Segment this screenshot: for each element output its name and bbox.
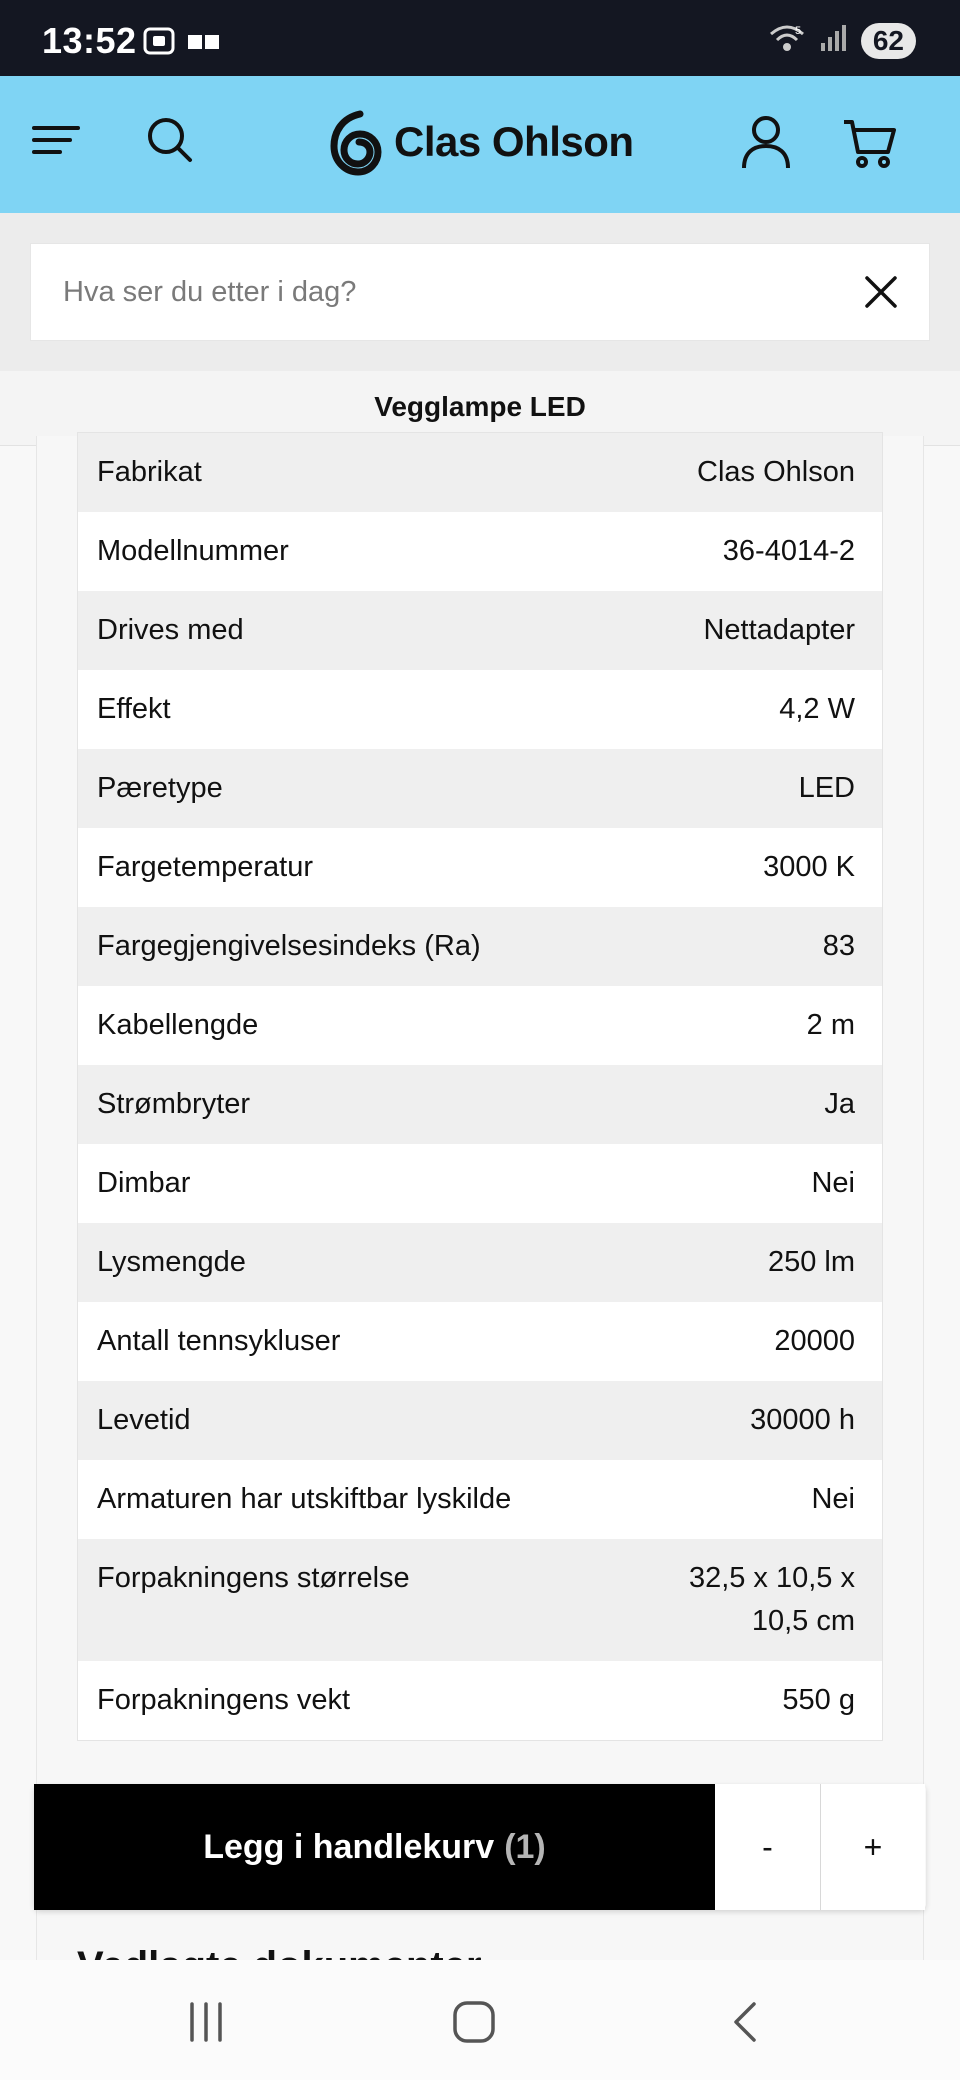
status-left-icons xyxy=(142,26,220,61)
spec-row xyxy=(78,670,882,749)
spec-label: Levetid xyxy=(97,1404,191,1436)
search-icon[interactable] xyxy=(144,114,196,171)
spec-value: Ja xyxy=(824,1088,855,1120)
svg-text:5: 5 xyxy=(794,25,801,37)
spec-row xyxy=(78,1302,882,1381)
menu-icon[interactable] xyxy=(30,114,82,171)
brand-logo-icon xyxy=(330,110,380,174)
media-icon xyxy=(188,31,220,56)
spec-row xyxy=(78,828,882,907)
spec-label: Forpakningens størrelse xyxy=(97,1562,410,1594)
spec-label: Antall tennsykluser xyxy=(97,1325,341,1357)
brand-logo[interactable] xyxy=(330,110,634,174)
spec-value: 4,2 W xyxy=(779,693,855,725)
cart-bar xyxy=(34,1784,926,1910)
spec-row xyxy=(78,907,882,986)
spec-label: Fabrikat xyxy=(97,456,202,488)
spec-label: Armaturen har utskiftbar lyskilde xyxy=(97,1483,512,1515)
battery-level: 62 xyxy=(861,23,916,59)
system-nav-bar xyxy=(0,1960,960,2080)
screenshot-icon xyxy=(142,26,176,61)
spec-row xyxy=(78,1539,882,1661)
page-title: Vegglampe LED xyxy=(0,371,960,446)
spec-value: 3000 K xyxy=(763,851,855,883)
spec-value: 250 lm xyxy=(767,1246,855,1278)
spec-row xyxy=(78,986,882,1065)
cart-icon[interactable] xyxy=(842,114,896,175)
account-icon[interactable] xyxy=(740,114,792,175)
spec-value: 83 xyxy=(822,930,855,962)
spec-value: Nei xyxy=(811,1483,855,1515)
cart-count: (1) xyxy=(504,1827,546,1866)
spec-table xyxy=(77,432,883,1741)
spec-row xyxy=(78,1065,882,1144)
search-input[interactable] xyxy=(63,244,843,340)
status-right-icons xyxy=(767,22,916,59)
spec-value: Nettadapter xyxy=(703,614,855,646)
spec-row xyxy=(78,591,882,670)
spec-label: Fargegjengivelsesindeks (Ra) xyxy=(97,930,481,962)
signal-icon xyxy=(819,23,849,58)
status-bar xyxy=(0,0,960,76)
home-icon[interactable] xyxy=(452,2000,496,2049)
spec-row xyxy=(78,1460,882,1539)
spec-label: Drives med xyxy=(97,614,244,646)
spec-row xyxy=(78,1223,882,1302)
brand-name: Clas Ohlson xyxy=(394,118,634,165)
spec-label: Modellnummer xyxy=(97,535,289,567)
add-to-cart-button[interactable] xyxy=(34,1784,715,1910)
spec-label: Pæretype xyxy=(97,772,223,804)
spec-value: 36-4014-2 xyxy=(722,535,855,567)
spec-row xyxy=(78,1144,882,1223)
wifi-icon xyxy=(767,22,807,59)
spec-label: Lysmengde xyxy=(97,1246,246,1278)
spec-label: Kabellengde xyxy=(97,1009,259,1041)
spec-row xyxy=(78,1381,882,1460)
decrease-quantity-button[interactable]: - xyxy=(715,1784,820,1910)
spec-row xyxy=(78,749,882,828)
back-icon[interactable] xyxy=(724,2000,768,2049)
spec-row xyxy=(78,433,882,512)
spec-label: Dimbar xyxy=(97,1167,191,1199)
spec-value: Nei xyxy=(811,1167,855,1199)
spec-value: Clas Ohlson xyxy=(697,456,855,488)
search-area xyxy=(0,213,960,371)
add-to-cart-label: Legg i handlekurv xyxy=(203,1827,495,1866)
close-icon[interactable] xyxy=(863,274,899,315)
spec-row xyxy=(78,512,882,591)
spec-value: 32,5 x 10,5 x 10,5 cm xyxy=(688,1562,855,1637)
increase-quantity-button[interactable]: + xyxy=(820,1784,925,1910)
spec-label: Effekt xyxy=(97,693,171,725)
spec-value: LED xyxy=(798,772,855,804)
spec-label: Fargetemperatur xyxy=(97,851,313,883)
product-content xyxy=(0,446,960,1960)
spec-label: Forpakningens vekt xyxy=(97,1684,351,1716)
spec-value: 550 g xyxy=(782,1684,855,1716)
spec-value: 30000 h xyxy=(750,1404,855,1436)
spec-label: Strømbryter xyxy=(97,1088,251,1120)
site-header xyxy=(0,76,960,213)
search-box xyxy=(30,243,930,341)
spec-row xyxy=(78,1661,882,1740)
spec-value: 2 m xyxy=(806,1009,855,1041)
spec-value: 20000 xyxy=(774,1325,855,1357)
status-time: 13:52 xyxy=(42,20,137,61)
recents-icon[interactable] xyxy=(184,2000,228,2049)
